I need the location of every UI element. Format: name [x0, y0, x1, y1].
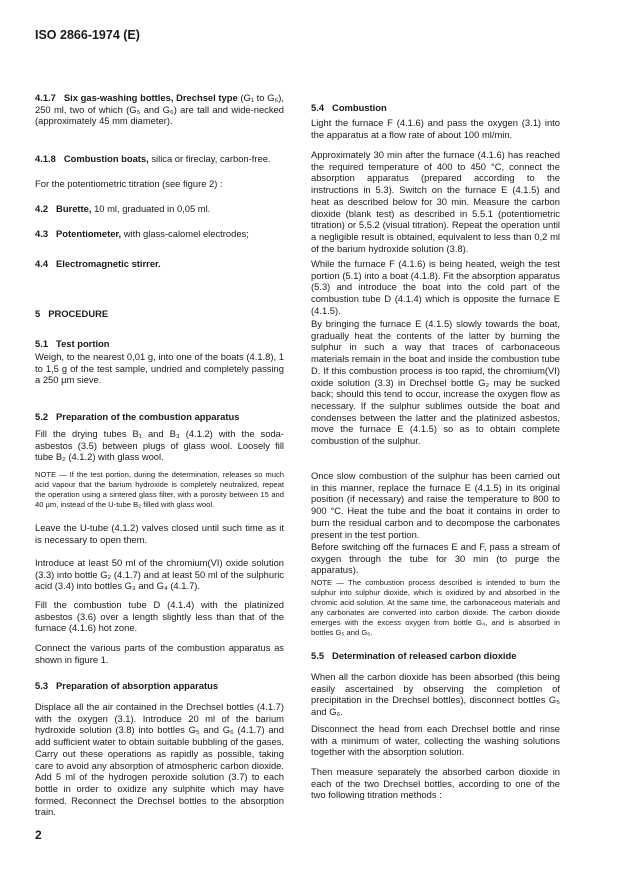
body-text: NOTE — The combustion process described is intended to burn the sulphur into sulphur dioxide, which is oxidized by and absorbed in the chromic acid solution. At the same time, the carbonaceous materials and any carbonates are converted into carbon dioxide. The carbon dioxide emerges with the excess oxygen from bottle G₄, and is absorbed in bottles G₅ and G₆. — [311, 578, 560, 637]
body-text: Then measure separately the absorbed carbon dioxide in each of the two Drechsel bottles, according to one of the two following titration methods : — [311, 766, 560, 801]
clause-number: 4.2 — [35, 203, 49, 214]
paragraph — [35, 599, 284, 634]
clause-number: 4.4 — [35, 258, 49, 269]
section-heading — [311, 102, 560, 114]
body-text: Connect the various parts of the combustion apparatus as shown in figure 1. — [35, 642, 284, 665]
heading-text: Test portion — [56, 338, 110, 349]
paragraph — [311, 671, 560, 718]
clause-title: Combustion boats, — [63, 153, 149, 164]
paragraph — [35, 178, 284, 190]
paragraph — [35, 557, 284, 592]
body-text: Introduce at least 50 ml of the chromium(VI) oxide solution (3.3) into bottle G₂ (4.1.7) and at least 50 ml of the sulphuric acid (3.4) into bottles G₃ and G₄ (4.1.7). — [35, 557, 284, 592]
note-paragraph — [35, 470, 284, 510]
paragraph — [311, 258, 560, 317]
clause-number: 5.1 — [35, 338, 49, 349]
body-text: Disconnect the head from each Drechsel bottle and rinse with a minimum of water, collecting the washing solutions together with the absorption solution. — [311, 723, 560, 758]
note-paragraph — [311, 578, 560, 638]
paragraph — [311, 149, 560, 254]
paragraph — [35, 522, 284, 545]
body-text: Displace all the air contained in the Drechsel bottles (4.1.7) with the oxygen (3.1). Introduce 20 ml of the barium hydroxide solution (3.8) into bottles G₅ and G₆ (4.1.7) and add sufficient water to obtain suitable bubbling of the gases. Carry out these operations as rapidly as possible, taking care to avoid any absorption of atmospheric carbon dioxide. Add 5 ml of the hydrogen peroxide solution (3.7) to each bottle in order to oxidize any sulphite which may have formed. Reconnect the Drechsel bottles to the absorption train. — [35, 701, 284, 818]
paragraph — [35, 92, 284, 127]
heading-text: Combustion — [332, 102, 387, 113]
section-heading — [35, 411, 284, 423]
paragraph — [35, 203, 284, 215]
paragraph — [311, 470, 560, 540]
clause-title: Six gas-washing bottles, Drechsel type — [63, 92, 238, 103]
section-heading — [35, 338, 284, 350]
body-text: Once slow combustion of the sulphur has been carried out in this manner, replace the furnace E (4.1.5) in its original position (if necessary) and raise the temperature to 800 to 900 °C. Heat the tube and the boat it contains in order to burn the residual carbon and to decompose the carbonates present in the test portion. — [311, 470, 560, 540]
body-text: 10 ml, graduated in 0,05 ml. — [91, 203, 211, 214]
paragraph — [311, 766, 560, 801]
clause-number: 4.3 — [35, 228, 49, 239]
clause-number: 4.1.7 — [35, 92, 56, 103]
body-text: Fill the combustion tube D (4.1.4) with the platinized asbestos (3.6) over a length slightly less than that of the furnace (4.1.6) hot zone. — [35, 599, 284, 634]
body-text: Before switching off the furnaces E and F, pass a stream of oxygen through the tube for 30 min (to purge the apparatus). — [311, 541, 560, 576]
paragraph — [35, 351, 284, 386]
document-header: ISO 2866-1974 (E) — [35, 28, 140, 42]
body-text: (G₁ to G₆), 250 ml, two of which (G₅ and G₆) are tall and wide-necked (approximately 45 mm diameter). — [35, 92, 284, 127]
body-text: When all the carbon dioxide has been absorbed (this being easily ascertained by observing the completion of precipitation in the Drechsel bottles), disconnect bottles G₅ and G₆. — [311, 671, 560, 718]
body-text: By bringing the furnace E (4.1.5) slowly towards the boat, gradually heat the contents of the latter by burning the sulphur in such a way that traces of carbonaceous materials remain in the boat and inside the combustion tube D. If this combustion process is too rapid, the chromium(VI) oxide solution (3.3) in Drechsel bottle G₂ may be sucked back; should this tend to occur, increase the oxygen flow as necessary. If the sulphur sublimes outside the boat and condenses between the latter and the platinized asbestos, move the furnace E (4.1.5) so as to obtain complete combustion of the sulphur. — [311, 318, 560, 447]
paragraph — [311, 723, 560, 758]
paragraph — [35, 258, 284, 270]
clause-title: Electromagnetic stirrer. — [56, 258, 161, 269]
clause-title: Burette, — [56, 203, 92, 214]
paragraph — [311, 318, 560, 447]
heading-text: Preparation of absorption apparatus — [56, 680, 219, 691]
clause-title: Potentiometer, — [56, 228, 122, 239]
clause-number: 4.1.8 — [35, 153, 56, 164]
clause-number: 5.5 — [311, 650, 325, 661]
section-heading — [311, 650, 560, 662]
paragraph — [311, 117, 560, 140]
body-text: Fill the drying tubes B₁ and B₃ (4.1.2) with the soda-asbestos (3.5) between plugs of glass wool. Loosely fill tube B₂ (4.1.2) with glass wool. — [35, 428, 284, 463]
body-text: Weigh, to the nearest 0,01 g, into one of the boats (4.1.8), 1 to 1,5 g of the test sample, undried and completely passing a 250 µm sieve. — [35, 351, 284, 386]
body-text: Approximately 30 min after the furnace (4.1.6) has reached the required temperature of 400 to 450 °C, connect the absorption apparatus (prepared according to the instructions in 5.3). Switch on the furnace E (4.1.5) and heat as described below for 30 min. Measure the carbon dioxide (blank test) as described in 5.5.1 (potentiometric titration) or 5.5.2 (visual titration). Repeat the operation until a negligible result is obtained, equivalent to less than 0,2 ml of the barium hydroxide solution (3.8). — [311, 149, 560, 254]
body-text: For the potentiometric titration (see figure 2) : — [35, 178, 223, 189]
paragraph — [35, 701, 284, 818]
paragraph — [311, 541, 560, 576]
heading-text: PROCEDURE — [48, 308, 109, 319]
clause-number: 5.4 — [311, 102, 325, 113]
body-text: While the furnace F (4.1.6) is being heated, weigh the test portion (5.1) into a boat (4.1.8). Fit the absorption apparatus (5.3) and introduce the boat into the cold part of the combustion tube D (4.1.4) which is opposite the furnace E (4.1.5). — [311, 258, 560, 316]
body-text: Light the furnace F (4.1.6) and pass the oxygen (3.1) into the apparatus at a flow rate of about 100 ml/min. — [311, 117, 560, 140]
clause-number: 5.2 — [35, 411, 49, 422]
page-number: 2 — [35, 828, 42, 842]
paragraph — [35, 642, 284, 665]
body-text: Leave the U-tube (4.1.2) valves closed until such time as it is necessary to open them. — [35, 522, 284, 545]
section-heading — [35, 680, 284, 692]
heading-text: Determination of released carbon dioxide — [332, 650, 517, 661]
heading-text: Preparation of the combustion apparatus — [56, 411, 240, 422]
paragraph — [35, 228, 284, 240]
clause-number: 5 — [35, 308, 41, 319]
body-text: silica or fireclay, carbon-free. — [148, 153, 271, 164]
section-heading — [35, 308, 284, 320]
clause-number: 5.3 — [35, 680, 49, 691]
paragraph — [35, 428, 284, 463]
body-text: with glass-calomel electrodes; — [121, 228, 249, 239]
body-text: NOTE — If the test portion, during the determination, releases so much acid vapour that the barium hydroxide is completely neutralized, repeat the operation using a sintered glass filter, with a porosity between 15 and 40 µm, instead of the U-tube B₂ filled with glass wool. — [35, 470, 284, 509]
paragraph — [35, 153, 284, 165]
